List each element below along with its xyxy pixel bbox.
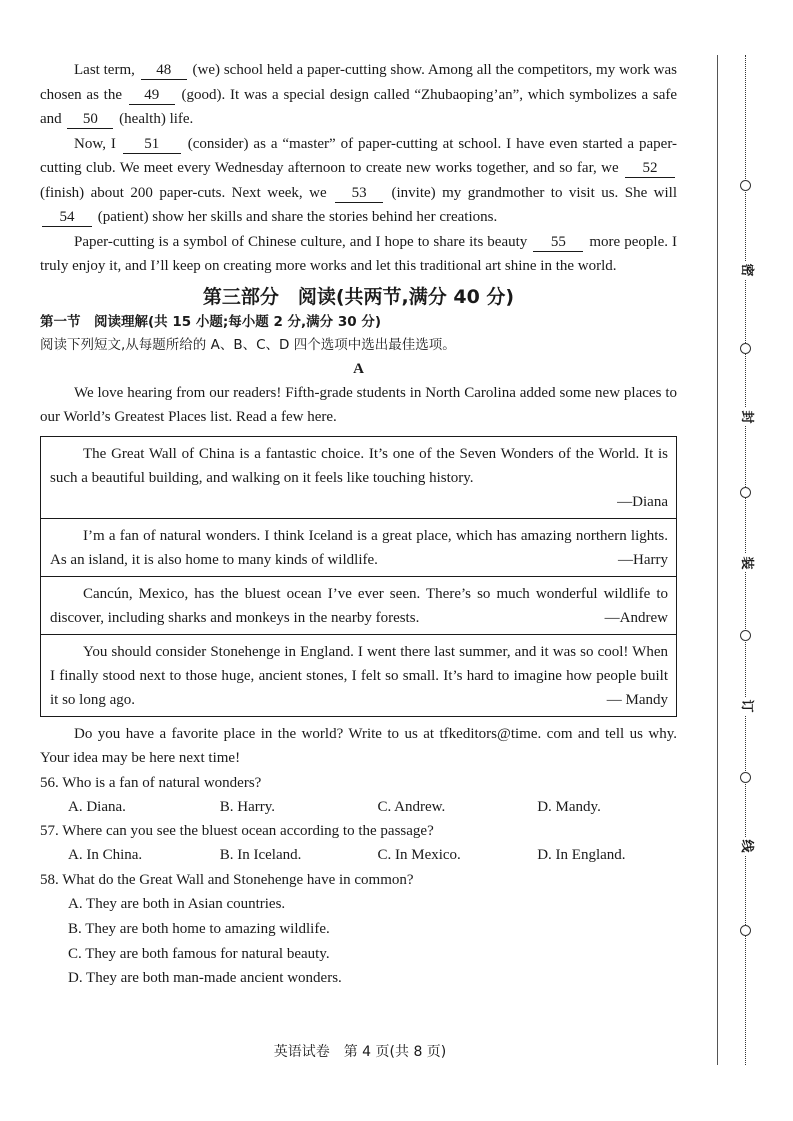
comment-author: —Andrew <box>604 609 668 626</box>
option-c[interactable]: C. They are both famous for natural beauty. <box>68 945 330 962</box>
blank-48[interactable]: 48 <box>141 61 187 80</box>
comment-author: —Harry <box>618 551 668 568</box>
option-d[interactable]: D. They are both man-made ancient wonders. <box>68 970 342 987</box>
text: (finish) about 200 paper-cuts. Next week, we <box>40 184 327 201</box>
margin-rule <box>717 55 718 1065</box>
circle-mark <box>740 630 751 641</box>
comment-author: —Diana <box>617 493 668 510</box>
reading-intro: We love hearing from our readers! Fifth-grade students in North Carolina added some new places to our World’s Greatest Places list. Read a few here. <box>40 384 677 425</box>
comment-body <box>50 524 668 572</box>
question-58: 58. What do the Great Wall and Stonehenge have in common? <box>40 871 414 888</box>
subsection-title: 第一节 阅读理解(共 15 小题;每小题 2 分,满分 30 分) <box>40 313 382 330</box>
comment-andrew <box>41 576 676 634</box>
option-d[interactable]: D. Mandy. <box>537 798 601 815</box>
blank-50[interactable]: 50 <box>67 110 113 129</box>
page-footer: 英语试卷 第 4 页(共 8 页) <box>273 1044 447 1060</box>
comment-body <box>50 582 668 630</box>
option-c[interactable]: C. In Mexico. <box>377 847 461 864</box>
circle-mark <box>740 772 751 783</box>
blank-52[interactable]: 52 <box>625 159 675 178</box>
binding-char: 线 <box>738 837 754 855</box>
option-a[interactable]: A. They are both in Asian countries. <box>68 895 286 912</box>
option-b[interactable]: B. Harry. <box>219 798 276 815</box>
text: (health) life. <box>119 111 194 127</box>
option-b[interactable]: B. In Iceland. <box>219 847 302 864</box>
circle-mark <box>740 180 751 191</box>
comment-body <box>50 640 668 712</box>
comment-text: I’m a fan of natural wonders. I think Iceland is a great place, which has amazing northern lights. As an island, it is also home to many kinds of wildlife. <box>50 527 668 568</box>
text: (invite) my grandmother to visit us. She will <box>391 184 678 201</box>
comment-text: Cancún, Mexico, has the bluest ocean I’ve ever seen. There’s so much wonderful wildlife to discover, including sharks and monkeys in the nearby forests. <box>50 585 668 626</box>
binding-char: 订 <box>738 697 754 715</box>
blank-54[interactable]: 54 <box>42 208 92 227</box>
text: (we) school held a paper-cutting show. Among all the competitors, my work was chosen as the <box>40 62 678 103</box>
text: (good). It was a special design called “Zhubaoping’an”, which symbolizes a safe and <box>40 86 678 127</box>
comment-text: You should consider Stonehenge in England. I went there last summer, and it was so cool! When I finally stood next to those huge, ancient stones, I felt so small. It’s hard to imagine how people built it so long ago. <box>50 643 668 708</box>
instructions: 阅读下列短文,从每题所给的 A、B、C、D 四个选项中选出最佳选项。 <box>40 336 456 353</box>
option-b[interactable]: B. They are both home to amazing wildlife. <box>68 920 330 937</box>
comment-harry <box>41 518 676 576</box>
option-c[interactable]: C. Andrew. <box>377 798 446 815</box>
comment-author: — Mandy <box>606 691 668 708</box>
text: Last term, <box>74 62 135 78</box>
text: Paper-cutting is a symbol of Chinese culture, and I hope to share its beauty <box>74 233 528 250</box>
circle-mark <box>740 925 751 936</box>
blank-49[interactable]: 49 <box>129 86 175 105</box>
comment-mandy <box>41 634 676 716</box>
option-a[interactable]: A. Diana. <box>68 798 126 815</box>
passage-paragraph-1 <box>40 58 677 132</box>
binding-char: 封 <box>738 408 754 426</box>
binding-char: 密 <box>738 261 754 279</box>
reading-outro: Do you have a favorite place in the world? Write to us at tfkeditors@time. com and tell us why. Your idea may be here next time! <box>40 725 677 766</box>
comment-text: The Great Wall of China is a fantastic choice. It’s one of the Seven Wonders of the World. It is such a beautiful building, and walking on it feels like touching history. <box>50 445 668 486</box>
passage-paragraph-2 <box>40 132 677 230</box>
passage-letter: A <box>353 360 364 377</box>
comment-diana <box>41 437 676 518</box>
reader-comments-box <box>40 436 677 717</box>
circle-mark <box>740 487 751 498</box>
text: Now, I <box>74 135 116 152</box>
text: (patient) show her skills and share the stories behind her creations. <box>97 209 498 225</box>
blank-51[interactable]: 51 <box>123 135 181 154</box>
section-title: 第三部分 阅读(共两节,满分 40 分) <box>202 285 515 308</box>
text: more people. I truly enjoy it, and I’ll keep on creating more works and let this traditional art shine in the world. <box>40 233 678 274</box>
text: (consider) as a “master” of paper-cutting at school. I have even started a paper-cutting club. We meet every Wednesday afternoon to create new works together, and so far, we <box>40 135 678 176</box>
binding-char: 装 <box>738 554 754 572</box>
exam-page <box>40 58 677 991</box>
options-56 <box>40 795 677 819</box>
binding-line <box>739 55 754 1065</box>
options-57 <box>40 843 677 867</box>
option-d[interactable]: D. In England. <box>537 847 626 864</box>
question-56: 56. Who is a fan of natural wonders? <box>40 774 262 791</box>
option-a[interactable]: A. In China. <box>68 847 143 864</box>
blank-55[interactable]: 55 <box>533 233 583 252</box>
question-57: 57. Where can you see the bluest ocean according to the passage? <box>40 823 434 840</box>
passage-paragraph-3 <box>40 230 677 279</box>
blank-53[interactable]: 53 <box>335 184 383 203</box>
circle-mark <box>740 343 751 354</box>
